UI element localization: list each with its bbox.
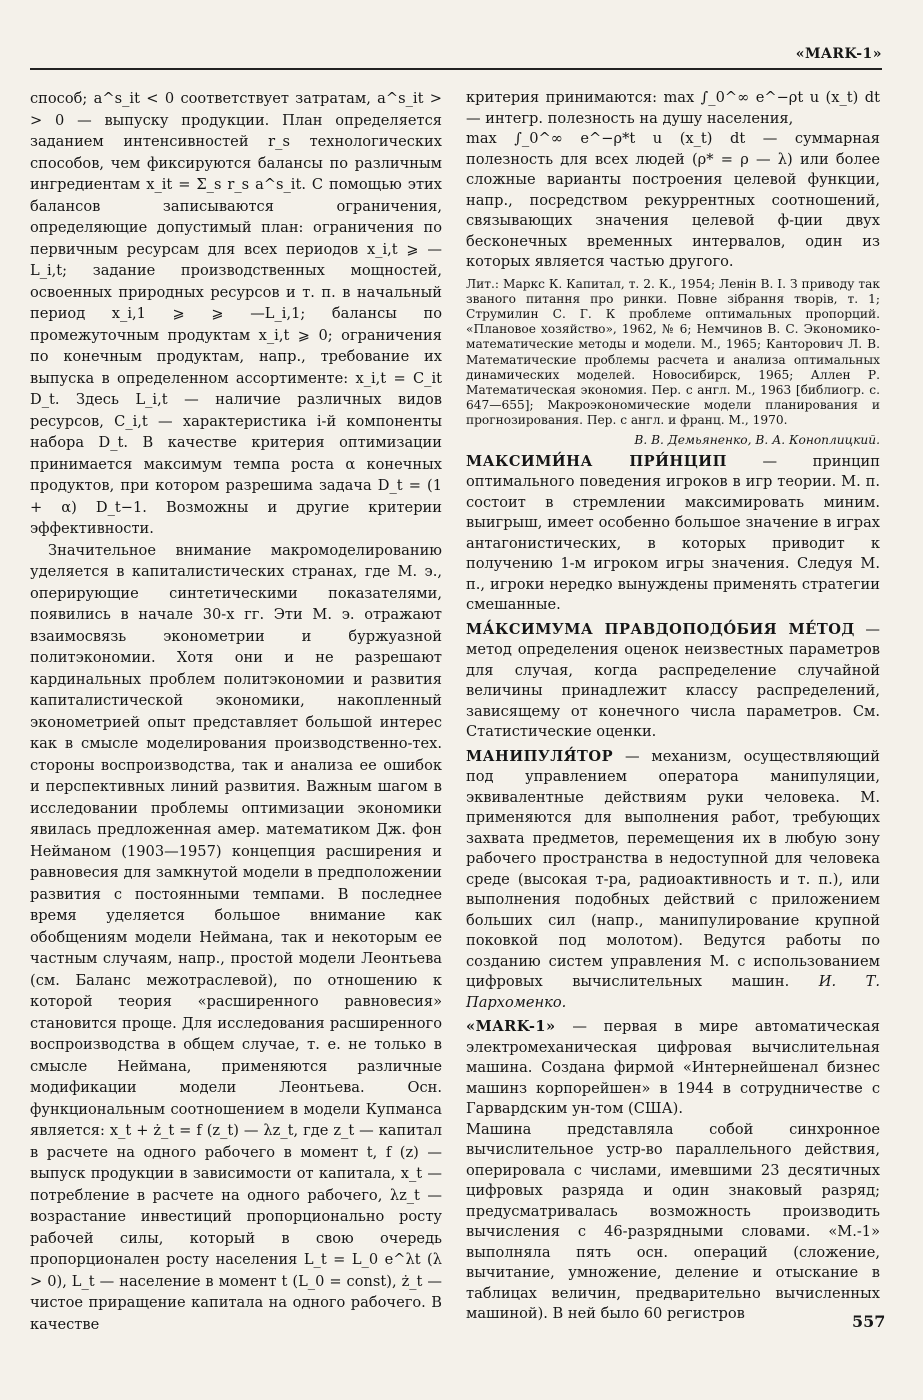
entry-title-maximin: МАКСИМИ́НА ПРИ́НЦИП: [466, 452, 727, 470]
entry-text-mark-1: — первая в мире автоматическая электромеханическая цифровая вычислительная машина. Создана фирмой «Интернейшенал бизнес машинз корпорейшен» в 1944 в сотрудничестве с Гарвардским ун-том (США).: [466, 1018, 880, 1118]
entry-mle: [466, 620, 880, 743]
entry-title-manipulator: МАНИПУЛЯ́ТОР: [466, 747, 614, 765]
entry-text-mark-1-continued: Машина представляла собой синхронное вычислительное устр-во параллельного действия, оперировала с числами, имевшими 23 десятичных цифровых разряда и один знаковый разряд; предусматривалась возможность производить вычисления с 46-разрядными словами. «М.-1» выполняла пять осн. операций (сложение, вычитание, умножение, деление и отыскание в таблицах величин, предварительно вычисленных машиной). В ней было 60 регистров: [466, 1120, 880, 1323]
entry-text-maximin: — принцип оптимального поведения игроков в игр теории. М. п. состоит в стремлении максимировать миним. выигрыш, имеет особенно большое значение в играх антагонистических, в которых приводит к получению 1-м игроком игры значения. Следуя М. п., игроки нередко вынуждены применять стратегии смешанные.: [466, 452, 881, 614]
right-column: [466, 88, 880, 1325]
entry-text-manipulator: — механизм, осуществляющий под управлением оператора манипуляции, эквивалентные действиям руки человека. М. применяются для выполнения работ, требующих захвата предметов, перемещения их в любую зону рабочего пространства в недоступной для человека среде (высокая т-ра, радиоактивность и т. п.), или выполнения подобных действий с приложением больших сил (напр., манипулирование крупной поковкой под молотом). Ведутся работы по созданию систем управления М. с использованием цифровых вычислительных машин.: [466, 747, 880, 991]
paragraph-model-balances: способ; a^s_it < 0 соответствует затратам, a^s_it > > 0 — выпуску продукции. План определяется заданием интенсивностей r_s технологических способов, чем фиксируются балансы по различным ингредиентам x_it = Σ_s r_s a^s_it. С помощью этих балансов записываются ограничения, определяющие допустимый план: ограничения по первичным ресурсам для всех периодов x_i,t ⩾ — L_i,t; задание производственных мощностей, освоенных природных ресурсов и т. п. в начальный период x_i,1 ⩾ ⩾ —L_i,1; балансы по промежуточным продуктам x_i,t ⩾ 0; ограничения по конечным продуктам, напр., требование их выпуска в определенном ассортименте: x_i,t = C_it D_t. Здесь L_i,t — наличие различных видов ресурсов, C_i,t — характеристика i-й компоненты набора D_t. В качестве критерия оптимизации принимается максимум темпа роста α конечных продуктов, при котором разрешима задача D_t = (1 + α) D_t−1. Возможны и другие критерии эффективности.: [30, 90, 442, 537]
running-head: «MARK-1»: [795, 46, 882, 62]
entry-title-mark-1: «MARK-1»: [466, 1018, 556, 1036]
criteria-paragraph: max ∫_0^∞ e^−ρ*t u (x_t) dt — суммарная полезность для всех людей (ρ* = ρ — λ) или более сложные варианты построения целевой функции, напр., посредством рекуррентных соотношений, связывающих значения целевой ф-ции двух бесконечных временных интервалов, один из которых является частью другого.: [466, 130, 880, 270]
entry-maximin: [466, 452, 880, 616]
left-column: [30, 88, 442, 1335]
criteria-line: критерия принимаются: max ∫_0^∞ e^−ρt u (x_t) dt— интегр. полезность на душу населения,: [466, 89, 880, 127]
entry-mark-1: [466, 1017, 880, 1120]
entry-title-mle: МА́КСИМУМА ПРАВДОПОДО́БИЯ МЕ́ТОД: [466, 620, 855, 638]
header-rule: [30, 68, 882, 70]
article-authors: В. В. Демьяненко, В. А. Коноплицкий.: [634, 432, 880, 447]
page-number: 557: [852, 1312, 886, 1331]
entry-text-mle: — метод определения оценок неизвестных параметров для случая, когда распределение случайной величины принадлежит классу распределений, зависящему от конечного числа параметров. См. Статистические оценки.: [466, 620, 880, 741]
entry-manipulator: [466, 747, 880, 1014]
paragraph-macromodelling: Значительное внимание макромоделированию уделяется в капиталистических странах, где М. э., оперирующие синтетическими показателями, появились в начале 30-х гг. Эти М. э. отражают взаимосвязь эконометрии и буржуазной политэкономии. Хотя они и не разрешают кардинальных проблем политэкономии и развития капиталистической экономики, накопленный эконометрией опыт представляет большой интерес как в смысле моделирования производственно-тех. стороны воспроизводства, так и анализа ее ошибок и перспективных линий развития. Важным шагом в исследовании проблемы оптимизации экономики явилась предложенная амер. математиком Дж. фон Нейманом (1903—1957) концепция расширения и равновесия для замкнутой модели в предположении развития с постоянными темпами. В последнее время уделяется большое внимание как обобщениям модели Неймана, так и некоторым ее частным случаям, напр., простой модели Леонтьева (см. Баланс межотраслевой), по отношению к которой теория «расширенного равновесия» становится проще. Для исследования расширенного воспроизводства в общем случае, т. е. не только в смысле Неймана, применяются различные модификации модели Леонтьева. Осн. функциональным соотношением в модели Купманса является: x_t + ż_t = f (z_t) — λz_t, где z_t — капитал в расчете на одного рабочего в момент t, f (z) — выпуск продукции в зависимости от капитала, x_t — потребление в расчете на одного рабочего, λz_t — возрастание инвестиций пропорционально росту рабочей силы, который в свою очередь пропорционален росту населения L_t = L_0 e^λt (λ > 0), L_t — население в момент t (L_0 = const), ż_t — чистое приращение капитала на одного рабочего. В качестве: [30, 541, 442, 1333]
entry-author-manipulator: И. Т. Пархоменко.: [466, 973, 880, 1011]
literature: Лит.: Маркс К. Капитал, т. 2. К., 1954; Ленін В. І. З приводу так званого питання про ринки. Повне зібрання творів, т. 1; Струмилин С. Г. К проблеме оптимальных пропорций. «Плановое хозяйство», 1962, № 6; Немчинов В. С. Экономико-математические методы и модели. М., 1965; Канторович Л. В. Математические проблемы расчета и анализа оптимальных динамических моделей. Новосибирск, 1965; Аллен Р. Математическая экономия. Пер. с англ. М., 1963 [библиогр. с. 647—655]; Макроэкономические модели планирования и прогнозирования. Пер. с англ. и франц. М., 1970.: [466, 276, 880, 428]
